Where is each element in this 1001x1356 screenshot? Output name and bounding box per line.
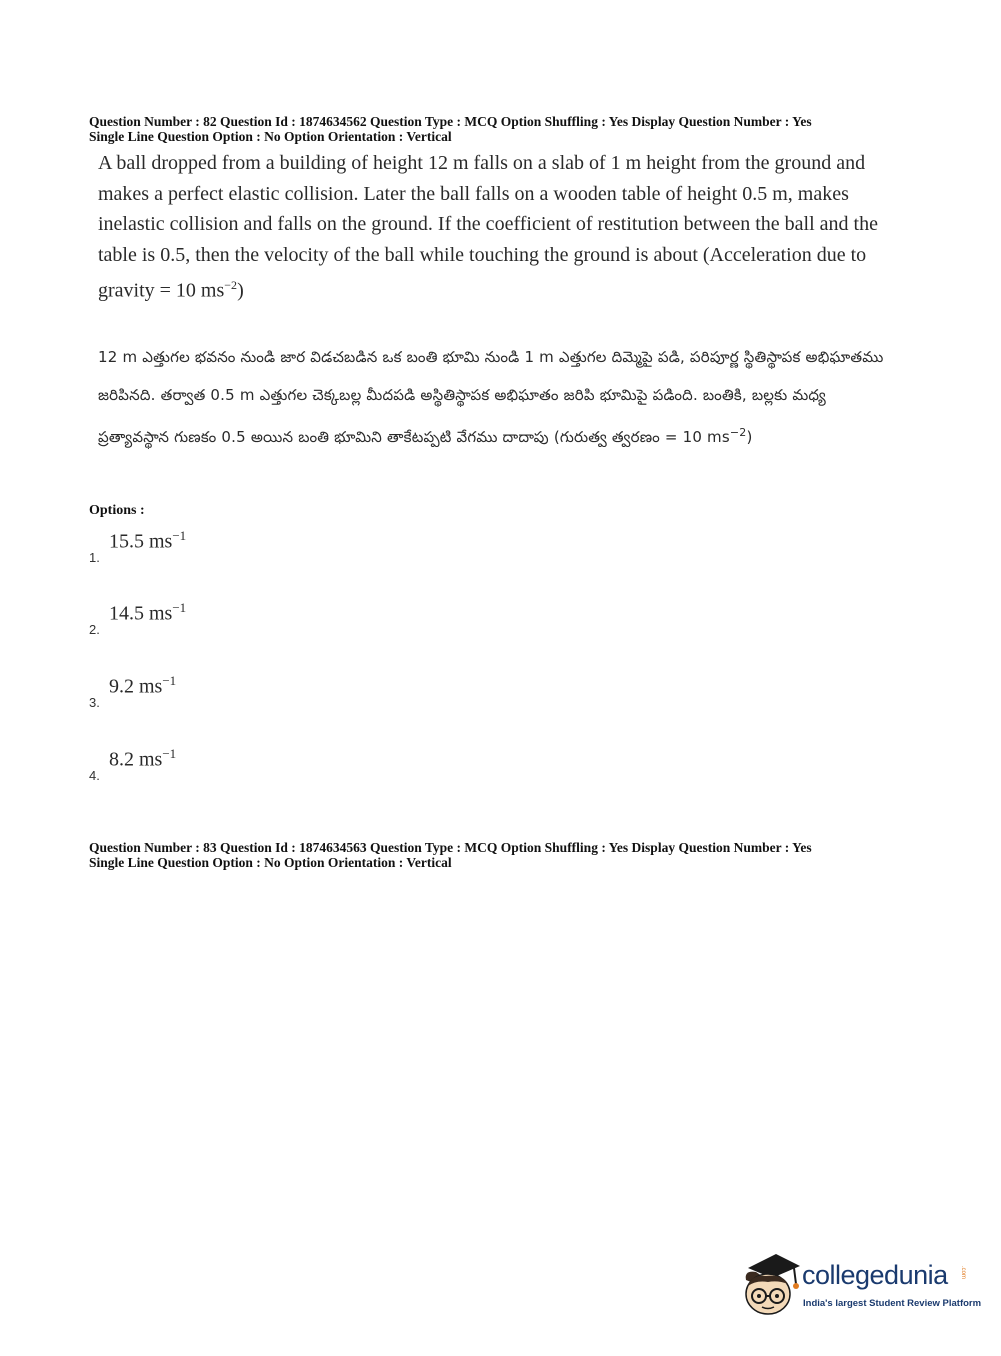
question-82-english-text bbox=[98, 148, 898, 306]
options-title: Options : bbox=[89, 503, 145, 518]
option-1-number: 1. bbox=[89, 550, 100, 565]
mascot-icon bbox=[742, 1250, 802, 1320]
collegedunia-logo[interactable] bbox=[742, 1250, 982, 1320]
question-82-telugu-text bbox=[98, 339, 898, 457]
telugu-close-paren: ) bbox=[746, 428, 753, 446]
option-2-number: 2. bbox=[89, 622, 100, 637]
question-82-meta bbox=[89, 115, 949, 144]
option-4-value: 8.2 $ms^{-1}$ bbox=[109, 746, 177, 771]
english-close-paren: ) bbox=[237, 279, 244, 302]
option-1-value: 15.5 $ms^{-1}$ bbox=[109, 528, 187, 553]
logo-com-text: .com bbox=[960, 1266, 966, 1280]
english-exponent: −2 bbox=[224, 278, 238, 292]
logo-tagline: India's largest Student Review Platform bbox=[803, 1298, 982, 1309]
option-4-number: 4. bbox=[89, 768, 100, 783]
option-3-value: 9.2 $ms^{-1}$ bbox=[109, 673, 177, 698]
question-83-meta bbox=[89, 841, 949, 870]
question-83-meta-line2: Single Line Question Option : No Option Orientation : Vertical bbox=[89, 854, 452, 870]
question-83-meta-line1: Question Number : 83 Question Id : 1874634563 Question Type : MCQ Option Shuffling : Yes Display Question Number : Yes bbox=[89, 840, 812, 855]
option-2-value: 14.5 $ms^{-1}$ bbox=[109, 600, 187, 625]
question-82-meta-line1: Question Number : 82 Question Id : 1874634562 Question Type : MCQ Option Shuffling : Yes Display Question Number : Yes bbox=[89, 114, 812, 129]
question-82-meta-line2: Single Line Question Option : No Option Orientation : Vertical bbox=[89, 128, 452, 144]
telugu-exponent: −2 bbox=[729, 426, 747, 439]
logo-brand-text: collegedunia bbox=[802, 1260, 948, 1290]
option-3-number: 3. bbox=[89, 695, 100, 710]
question-82-english-body: A ball dropped from a building of height 12 m falls on a slab of 1 m height from the ground and makes a perfect elastic collision. Later the ball falls on a wooden table of height 0.5 m, makes inelastic collision and falls on the ground. If the coefficient of restitution between the ball and the table is 0.5, then the velocity of the ball while touching the ground is about (Acceleration due to gravity = 10 ms bbox=[98, 152, 878, 302]
question-82-telugu-body: 12 m ఎత్తుగల భవనం నుండి జార విడచబడిన ఒక బంతి భూమి నుండి 1 m ఎత్తుగల దిమ్మెపై పడి, పరిపూర్ణ స్థితిస్థాపక అభిఘాతము జరిపినది. తర్వాత 0.5 m ఎత్తుగల చెక్కబల్ల మీదపడి అస్థితిస్థాపక అభిఘాతం జరిపి భూమిపై పడింది. బంతికి, బల్లకు మధ్య ప్రత్యావస్థాన గుణకం 0.5 అయిన బంతి భూమిని తాకేటప్పటి వేగము దాదాపు (గురుత్వ త్వరణం = 10 ms bbox=[98, 348, 884, 446]
